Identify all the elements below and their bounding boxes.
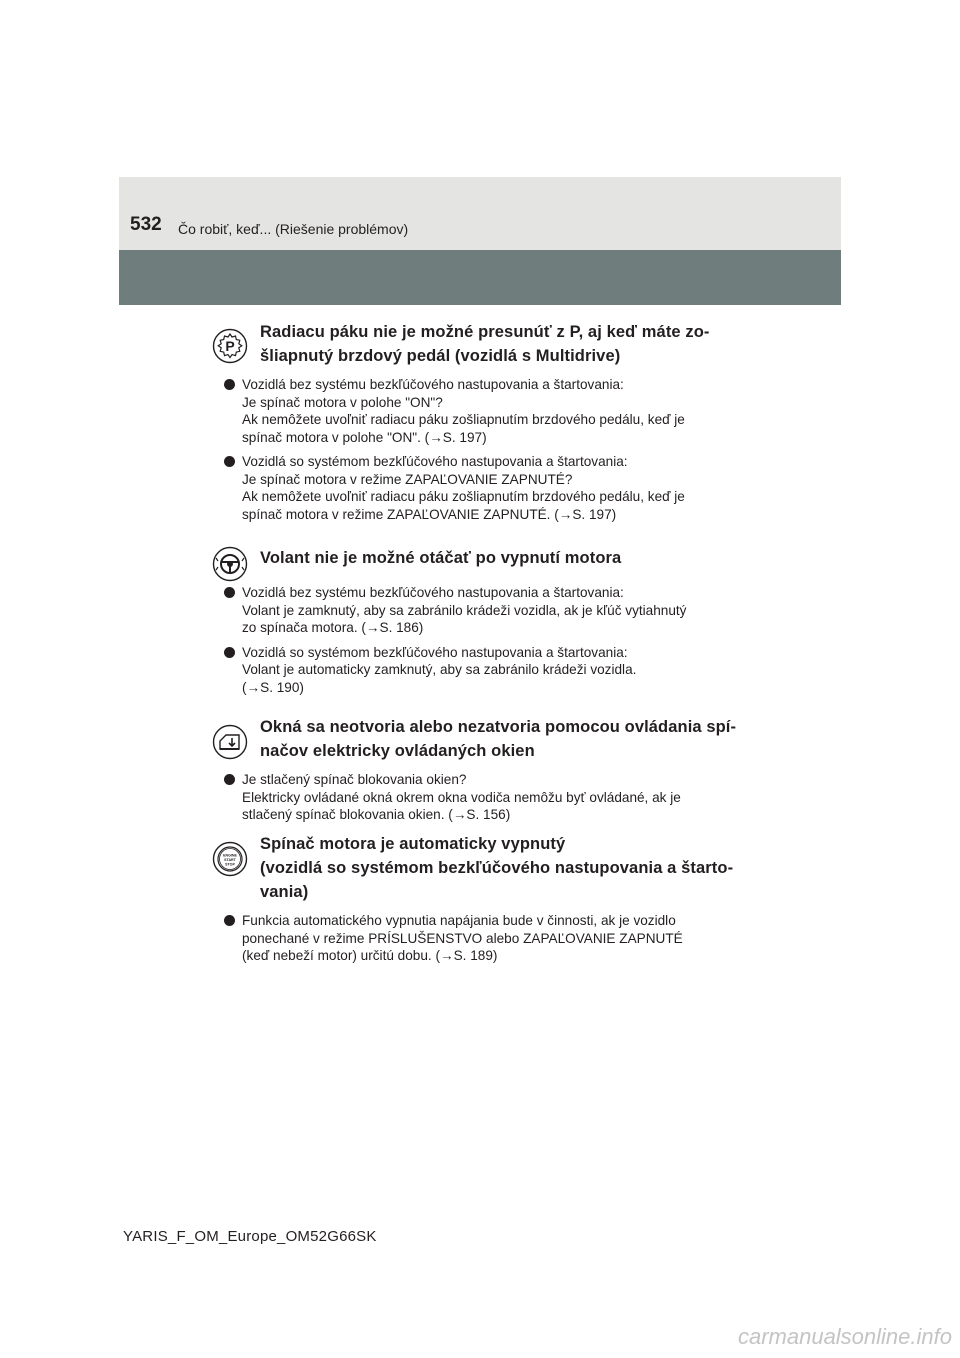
list-item: Vozidlá bez systému bezkľúčového nastupovania a štartovania: Volant je zamknutý, aby sa zabránilo krádeži vozidla, ak je kľúč vytiahnutý zo spínača motora. (→S. 186) bbox=[212, 584, 746, 637]
svg-text:ENGINE: ENGINE bbox=[223, 853, 237, 858]
section-shift-lever bbox=[212, 320, 746, 530]
section-title: Radiacu páku nie je možné presunúť z P, aj keď máte zo- šliapnutý brzdový pedál (vozidlá s Multidrive) bbox=[260, 323, 710, 365]
section-power-windows bbox=[212, 715, 746, 831]
list-item: Vozidlá bez systému bezkľúčového nastupovania a štartovania: Je spínač motora v polohe "ON"? Ak nemôžete uvoľniť radiacu páku zošliapnutím brzdového pedálu, keď je spínač motora v polohe "ON". (→S. 197) bbox=[212, 376, 746, 446]
chapter-title: Čo robiť, keď... (Riešenie problémov) bbox=[178, 221, 409, 237]
p-gear-icon bbox=[212, 328, 248, 364]
section-title: Volant nie je možné otáčať po vypnutí motora bbox=[260, 549, 622, 567]
svg-text:START: START bbox=[224, 858, 236, 862]
section-title: Spínač motora je automaticky vypnutý (vozidlá so systémom bezkľúčového nastupovania a štarto- vania) bbox=[260, 835, 734, 901]
footer-document-id: YARIS_F_OM_Europe_OM52G66SK bbox=[123, 1228, 377, 1245]
bullet-icon bbox=[224, 379, 235, 390]
section-engine-switch bbox=[212, 832, 746, 972]
page-number: 532 bbox=[130, 214, 162, 235]
power-window-icon bbox=[212, 724, 248, 760]
section-steering-wheel bbox=[212, 546, 746, 703]
list-item: Vozidlá so systémom bezkľúčového nastupovania a štartovania: Je spínač motora v režime ZAPAĽOVANIE ZAPNUTÉ? Ak nemôžete uvoľniť radiacu páku zošliapnutím brzdového pedálu, keď je spínač motora v režime ZAPAĽOVANIE ZAPNUTÉ. (→S. 197) bbox=[212, 453, 746, 523]
watermark: carmanualsonline.info bbox=[737, 1324, 952, 1349]
list-item: Je stlačený spínač blokovania okien? Elektricky ovládané okná okrem okna vodiča nemôžu byť ovládané, ak je stlačený spínač blokovania okien. (→S. 156) bbox=[212, 771, 746, 824]
list-item: Funkcia automatického vypnutia napájania bude v činnosti, ak je vozidlo ponechané v režime PRÍSLUŠENSTVO alebo ZAPAĽOVANIE ZAPNUTÉ (keď nebeží motor) určitú dobu. (→S. 189) bbox=[212, 912, 746, 965]
bullet-icon bbox=[224, 915, 235, 926]
svg-text:STOP: STOP bbox=[225, 862, 235, 867]
list-item: Vozidlá so systémom bezkľúčového nastupovania a štartovania: Volant je automaticky zamknutý, aby sa zabránilo krádeži vozidla. (→S. 190) bbox=[212, 644, 746, 697]
header-bar bbox=[119, 177, 841, 250]
section-title: Okná sa neotvoria alebo nezatvoria pomocou ovládania spí- načov elektricky ovládaných okien bbox=[260, 718, 737, 760]
svg-text:P: P bbox=[225, 338, 235, 354]
steering-wheel-icon bbox=[212, 546, 248, 582]
engine-start-stop-icon bbox=[212, 841, 248, 877]
bullet-icon bbox=[224, 774, 235, 785]
bullet-icon bbox=[224, 587, 235, 598]
bullet-icon bbox=[224, 456, 235, 467]
header-band bbox=[119, 250, 841, 305]
bullet-icon bbox=[224, 647, 235, 658]
